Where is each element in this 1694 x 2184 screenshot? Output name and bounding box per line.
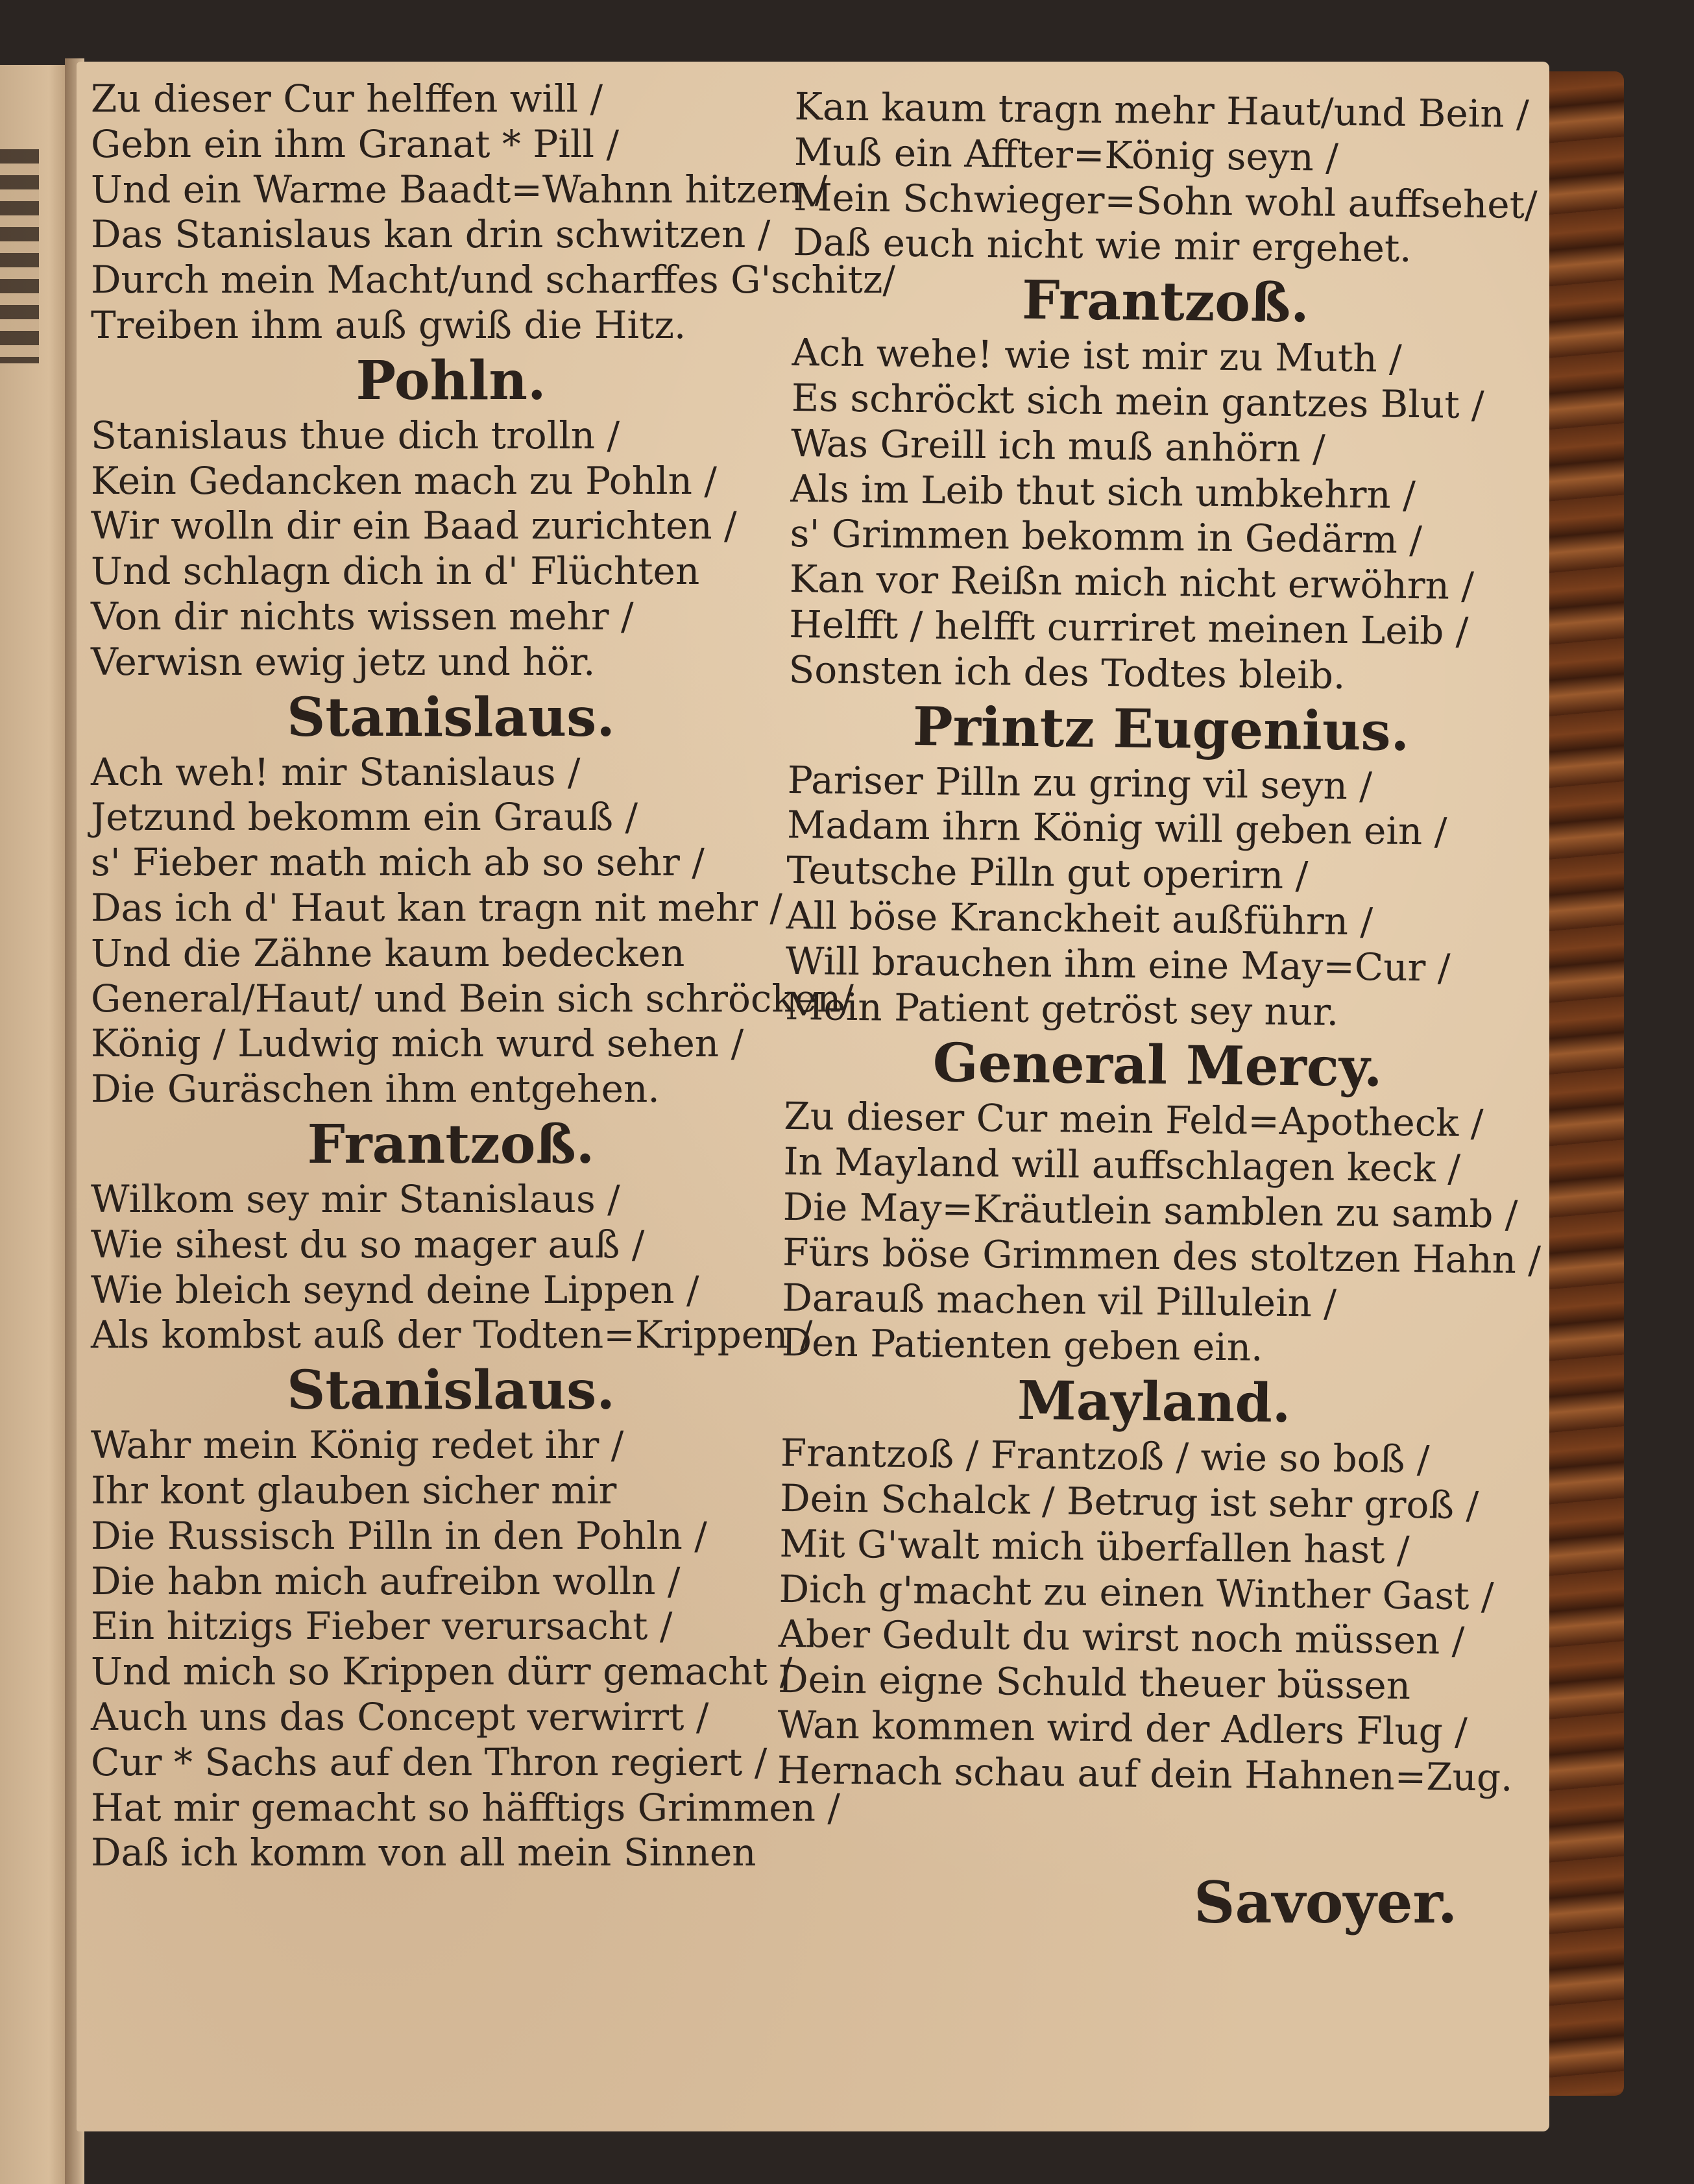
- verse-line: Den Patienten geben ein.: [781, 1320, 1263, 1370]
- verse-line: Zu dieser Cur helffen will /: [91, 77, 603, 121]
- verse-line: Und die Zähne kaum bedecken: [91, 930, 685, 975]
- right-text-column: [777, 84, 1541, 1801]
- verse-line: Gebn ein ihm Granat * Pill /: [91, 121, 619, 166]
- speaker-heading: Frantzoß.: [307, 1113, 595, 1176]
- verse-line: Von dir nichts wissen mehr /: [91, 594, 634, 638]
- verse-line: Die Guräschen ihm entgehen.: [91, 1067, 660, 1111]
- verse-line: Helfft / helfft curriret meinen Leib /: [788, 601, 1469, 653]
- verse-line: Es schröckt sich mein gantzes Blut /: [791, 375, 1484, 428]
- verse-line: Und schlagn dich in d' Flüchten: [91, 549, 700, 594]
- verse-line: Ihr kont glauben sicher mir: [91, 1468, 617, 1512]
- verse-line: Pariser Pilln zu gring vil seyn /: [787, 757, 1373, 808]
- verse-line: Durch mein Macht/und scharffes G'schitz/: [91, 258, 895, 302]
- speaker-heading: Frantzoß.: [1021, 269, 1310, 335]
- verse-line: Die habn mich aufreibn wolln /: [91, 1559, 681, 1603]
- speaker-heading: General Mercy.: [932, 1032, 1383, 1099]
- facing-page-strip: [0, 65, 70, 2184]
- verse-line: Kan vor Reißn mich nicht erwöhrn /: [789, 557, 1475, 609]
- verse-line: In Mayland will auffschlagen keck /: [783, 1139, 1461, 1191]
- speaker-heading: Pohln.: [356, 349, 546, 412]
- verse-line: Dein eigne Schuld theuer büssen: [777, 1656, 1411, 1708]
- verse-line: Das Stanislaus kan drin schwitzen /: [91, 212, 771, 257]
- verse-line: Muß ein Affter=König seyn /: [793, 129, 1339, 180]
- verse-line: Mein Patient getröst sey nur.: [784, 984, 1339, 1034]
- verse-line: s' Fieber math mich ab so sehr /: [91, 840, 705, 885]
- speaker-heading: Stanislaus.: [287, 1359, 615, 1422]
- verse-line: Dich g'macht zu einen Winther Gast /: [779, 1566, 1494, 1618]
- verse-line: Und mich so Krippen dürr gemacht /: [91, 1649, 793, 1694]
- verse-line: Auch uns das Concept verwirrt /: [91, 1694, 709, 1739]
- verse-line: Teutsche Pilln gut operirn /: [786, 848, 1309, 898]
- verse-line: Kan kaum tragn mehr Haut/und Bein /: [794, 84, 1530, 136]
- verse-line: Treiben ihm auß gwiß die Hitz.: [91, 302, 686, 347]
- verse-line: Sonsten ich des Todtes bleib.: [788, 647, 1346, 698]
- left-text-column: [91, 77, 895, 1876]
- verse-line: Was Greill ich muß anhörn /: [790, 420, 1325, 471]
- verse-line: Hat mir gemacht so häfftigs Grimmen /: [91, 1785, 840, 1830]
- verse-line: s' Grimmen bekomm in Gedärm /: [790, 511, 1423, 563]
- verse-line: Mit G'walt mich überfallen hast /: [779, 1521, 1410, 1572]
- catchword: Savoyer.: [1194, 1869, 1458, 1936]
- verse-line: Hernach schau auf dein Hahnen=Zug.: [777, 1747, 1513, 1800]
- verse-line: Dein Schalck / Betrug ist sehr groß /: [779, 1475, 1479, 1528]
- verse-line: Wan kommen wird der Adlers Flug /: [777, 1702, 1468, 1754]
- verse-line: Wie sihest du so mager auß /: [91, 1222, 645, 1267]
- verse-line: General/Haut/ und Bein sich schröcken/: [91, 976, 854, 1021]
- verse-line: Stanislaus thue dich trolln /: [91, 413, 620, 457]
- verse-line: König / Ludwig mich wurd sehen /: [91, 1021, 744, 1066]
- verse-line: Zu dieser Cur mein Feld=Apotheck /: [783, 1094, 1484, 1146]
- verse-line: Mein Schwieger=Sohn wohl auffsehet/: [793, 175, 1538, 227]
- verse-line: Das ich d' Haut kan tragn nit mehr /: [91, 885, 782, 930]
- verse-line: Wie bleich seynd deine Lippen /: [91, 1267, 699, 1312]
- verse-line: Und ein Warme Baadt=Wahnn hitzen /: [91, 167, 827, 212]
- verse-line: Wilkom sey mir Stanislaus /: [91, 1176, 620, 1221]
- book-cover-edge: [1549, 71, 1624, 2096]
- verse-line: Kein Gedancken mach zu Pohln /: [91, 458, 717, 503]
- verse-line: Die Russisch Pilln in den Pohln /: [91, 1513, 707, 1558]
- verse-line: Jetzund bekomm ein Grauß /: [91, 795, 638, 840]
- verse-line: Will brauchen ihm eine May=Cur /: [785, 938, 1451, 990]
- verse-line: Frantzoß / Frantzoß / wie so boß /: [780, 1431, 1430, 1482]
- facing-page-ornament: [0, 149, 39, 363]
- verse-line: Ach weh! mir Stanislaus /: [91, 749, 581, 794]
- verse-line: Daß ich komm von all mein Sinnen: [91, 1830, 756, 1875]
- verse-line: Als kombst auß der Todten=Krippen /: [91, 1313, 813, 1357]
- verse-line: Aber Gedult du wirst noch müssen /: [778, 1612, 1465, 1664]
- verse-line: Darauß machen vil Pillulein /: [782, 1275, 1337, 1326]
- verse-line: Fürs böse Grimmen des stoltzen Hahn /: [782, 1230, 1542, 1282]
- verse-line: Die May=Kräutlein samblen zu samb /: [782, 1184, 1518, 1237]
- verse-line: Daß euch nicht wie mir ergehet.: [793, 220, 1412, 271]
- verse-line: Ach wehe! wie ist mir zu Muth /: [792, 330, 1402, 382]
- speaker-heading: Stanislaus.: [287, 686, 615, 749]
- verse-line: Cur * Sachs auf den Thron regiert /: [91, 1740, 768, 1784]
- verse-line: Wir wolln dir ein Baad zurichten /: [91, 504, 737, 548]
- speaker-heading: Mayland.: [1017, 1369, 1291, 1435]
- speaker-heading: Printz Eugenius.: [912, 695, 1410, 763]
- verse-line: Wahr mein König redet ihr /: [91, 1423, 624, 1468]
- verse-line: All böse Kranckheit außführn /: [786, 893, 1373, 944]
- verse-line: Als im Leib thut sich umbkehrn /: [790, 466, 1416, 517]
- verse-line: Madam ihrn König will geben ein /: [786, 803, 1447, 854]
- verse-line: Verwisn ewig jetz und hör.: [91, 639, 596, 684]
- verse-line: Ein hitzigs Fieber verursacht /: [91, 1604, 673, 1649]
